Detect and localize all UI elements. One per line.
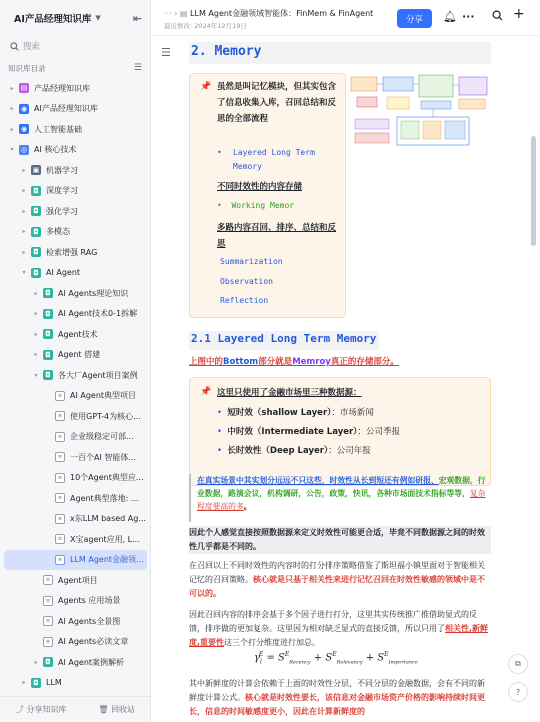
sidebar-item[interactable] [0,488,151,509]
copy-icon[interactable]: ⧉ [508,654,528,674]
list-menu-icon[interactable]: ☰ [133,63,142,73]
chevron-right-icon[interactable]: ▸ [34,330,38,338]
blue-folder-icon: ◉ [20,104,28,113]
quote-green: 宏观数据，行业数据，路演会议，机构调研，公告，政策，快讯，各种 [197,476,486,498]
sidebar-item-label: AI 核心技术 [34,145,77,155]
globe-folder-icon: ◎ [20,145,28,154]
top-bar [152,0,540,36]
sidebar-item-label: 企业级稳定可部... [70,432,134,442]
sidebar-item-label: Agent 搭建 [58,350,101,360]
quote-green-2: 市场面技术指标等等， [391,489,470,498]
sidebar-item-label: LLM [46,678,62,688]
sidebar-item[interactable] [0,78,151,99]
green-folder-icon: ◘ [43,309,53,319]
p3-red: 相关性,新鲜度,重要性 [189,624,489,647]
sidebar-item[interactable] [0,570,151,591]
p4-red: 核心就是时效性要长，该信息对金融市场资产价格的影响持续时间更长，信息的时间敏感度更小，因此在计算新鲜度的 [189,693,485,716]
more-icon[interactable]: ··· › [164,9,180,18]
scrollbar[interactable] [531,136,536,246]
add-icon[interactable]: + [513,6,525,22]
sidebar-item[interactable] [0,222,151,243]
document-icon: ≡ [55,411,65,421]
p3-b: 这三个打分维度进行加总。 [224,638,321,647]
green-folder-icon: ◘ [43,370,53,380]
chevron-right-icon[interactable]: ▸ [10,105,14,113]
green-folder-icon: ◘ [31,678,41,688]
sidebar-item-label: AI Agent案例解析 [58,657,125,667]
sidebar-item-label: AI Agents全景图 [58,616,121,626]
sub-bottom: Bottom [223,357,259,367]
knowledge-tree [0,78,151,693]
sub-mid: 部分就是 [258,357,293,367]
quote-block [189,474,491,522]
share-knowledge-base-button[interactable]: ⤴ 分享知识库 [15,705,67,714]
sidebar-item-label: AI Agent [46,268,81,278]
chevron-right-icon[interactable]: ▸ [22,679,26,687]
sidebar-item-label: AI Agent技术0-1拆解 [58,309,138,319]
sidebar-item[interactable] [0,201,151,222]
sub-memroy: Memroy [292,357,331,367]
green-folder-icon: ◘ [43,288,53,298]
document-icon: ≡ [43,575,53,585]
sidebar-item[interactable] [0,406,151,427]
b2-bold: 中时效（Intermediate Layer） [227,427,358,437]
chevron-down-icon[interactable]: ▾ [22,269,26,277]
bullet-layered: • Layered Long Term Memory [217,146,341,174]
sidebar-item[interactable] [0,427,151,448]
sidebar-item[interactable] [0,365,151,386]
sidebar-item-label: Agent技术 [58,329,98,339]
mono-reflection: Reflection [220,296,269,305]
sidebar-item[interactable] [0,673,151,694]
bullet-layered-text: Layered Long Term Memory [233,148,315,171]
more-options-icon[interactable]: ··· [462,10,475,23]
share-knowledge-base-label: 分享知识库 [26,705,67,714]
mono-summarization: Summarization [220,257,283,266]
green-folder-icon: ◘ [31,268,41,278]
document-icon: ≡ [55,432,65,442]
document-icon: ≡ [55,555,65,565]
callout-text-3: 多路内容召回、排序、总结和反思 [217,223,337,249]
green-folder-icon: ◘ [31,186,41,196]
green-folder-icon: ◘ [31,227,41,237]
sidebar-item-label: 一百个AI 智能体... [70,452,137,462]
paragraph-2 [189,559,491,601]
sidebar-item-label: 强化学习 [46,206,78,216]
chevron-right-icon[interactable]: ▸ [34,310,38,318]
search-icon [10,42,19,51]
paragraph-3 [189,608,491,650]
sidebar [0,0,151,722]
sidebar-item[interactable] [0,468,151,489]
document-icon: ≡ [55,493,65,503]
mono-observation: Observation [220,277,273,286]
sidebar-item[interactable] [0,324,151,345]
chevron-down-icon[interactable]: ▼ [95,14,101,22]
architecture-diagram-image[interactable] [347,73,491,151]
sidebar-item[interactable] [0,652,151,673]
green-folder-icon: ◘ [31,247,41,257]
sidebar-item[interactable] [0,304,151,325]
sidebar-item-label: 深度学习 [46,186,78,196]
chevron-right-icon[interactable]: ▸ [22,228,26,236]
quote-red: 复杂程度要高的多 [197,489,486,511]
sidebar-item-label: 使用GPT-4为核心... [70,411,141,421]
search-placeholder: 搜索 [23,42,41,52]
sidebar-item-label: X宝agent应用, L... [70,534,140,544]
sidebar-item[interactable] [0,509,151,530]
subtitle-bottom [189,355,399,367]
sidebar-item[interactable] [0,447,151,468]
sidebar-item-label: 检索增强 RAG [46,247,98,257]
sidebar-item[interactable] [0,386,151,407]
sidebar-item[interactable] [0,632,151,653]
search-input[interactable] [8,36,142,56]
pin-icon: 📌 [200,82,212,92]
sidebar-item[interactable] [0,160,151,181]
chevron-right-icon[interactable]: ▸ [22,187,26,195]
sidebar-item[interactable] [0,591,151,612]
b1-bold: 短时效（shallow Layer） [227,408,332,418]
sidebar-item-label: x东LLM based Ag... [70,514,146,524]
tree-section-label: 知识库目录 [8,63,46,73]
heading-memory: 2. Memory [189,42,491,64]
purple-folder-icon: ▤ [20,84,28,93]
bullet-working: • Working Memor [217,201,295,210]
document-content [152,37,540,722]
document-icon: ≡ [55,473,65,483]
sidebar-item-label: LLM Agent金融领... [70,555,144,565]
quote-end: 。 [243,502,252,511]
list-item: • 长时效性（Deep Layer）：公司年报 [217,446,371,456]
sidebar-item-label: 多模态 [46,227,70,237]
sidebar-footer [0,696,151,722]
heading-layered-long-term-memory: 2.1 Layered Long Term Memory [189,331,379,350]
sidebar-item[interactable] [0,242,151,263]
paragraph-1: 因此个人感觉直接按照数据源来定义时效性可能更合适，毕竟不同数据源之间的时效性几乎都是不同的。 [189,526,491,554]
green-folder-icon: ◘ [43,350,53,360]
breadcrumb-title: LLM Agent金融领域智能体：FinMem & FinAgent [190,9,374,18]
sidebar-item[interactable] [0,119,151,140]
callout-memory [189,73,346,318]
green-folder-icon: ◘ [43,329,53,339]
chevron-right-icon[interactable]: ▸ [22,166,26,174]
sidebar-item-label: 各大厂Agent项目案例 [58,370,138,380]
green-folder-icon: ◘ [31,206,41,216]
sidebar-item[interactable] [0,611,151,632]
sidebar-item[interactable] [0,140,151,161]
sidebar-item-label: 机器学习 [46,165,78,175]
chevron-right-icon[interactable]: ▸ [34,351,38,359]
sidebar-item-label: Agent典型落地: ... [70,493,139,503]
document-icon: ≡ [55,391,65,401]
sidebar-item-label: AI Agent典型项目 [70,391,137,401]
chevron-down-icon[interactable]: ▾ [10,146,14,154]
document-icon: ≡ [55,534,65,544]
chevron-right-icon[interactable]: ▸ [34,658,38,666]
sidebar-item[interactable] [0,263,151,284]
sub-suffix: 真正的存储部分。 [330,357,399,367]
knowledge-base-title: AI产品经理知识库 [14,14,92,25]
sidebar-item[interactable] [0,345,151,366]
chevron-right-icon[interactable]: ▸ [10,125,14,133]
p4-a: 其中新鲜度的计算会依赖于上面的时效性分层，不同分层的金融数据，会有不同的新鲜度计算公式。 [189,679,485,702]
sidebar-item-label: Agent项目 [58,575,98,585]
b3-bold: 长时效性（Deep Layer） [227,446,329,456]
list-item: • 短时效（shallow Layer）：市场新闻 [217,408,374,418]
b1-rest: ：市场新闻 [331,408,374,418]
document-icon: ≡ [55,452,65,462]
blue-folder-icon: ◉ [20,125,28,134]
quote-blue: 在真实场景中其实划分远远不只这些，时效性从长到短还有例如研报、 [197,476,439,485]
chevron-right-icon[interactable]: ▸ [34,289,38,297]
tree-section-header [0,57,150,79]
help-icon[interactable]: ? [508,682,528,702]
share-button[interactable]: 分享 [397,9,432,28]
callout2-title: 这里只使用了金融市场里三种数据源： [217,388,362,398]
collapse-sidebar-icon[interactable]: ⇤ [132,11,142,25]
p2-a: 在召回以上不同时效性的内容时的打分排序策略借鉴了斯坦福小镇里面对于智能相关记忆的召回策略。 [189,561,485,584]
data-source-list [217,404,400,461]
sidebar-item[interactable] [0,283,151,304]
bell-icon[interactable]: 🔔︎ [443,10,457,23]
sidebar-item[interactable] [0,181,151,202]
chevron-right-icon[interactable]: ▸ [22,207,26,215]
sidebar-item-label: AI Agents必读文章 [58,637,129,647]
sidebar-item[interactable] [4,550,147,571]
document-icon: ≡ [55,514,65,524]
callout-text-1: 虽然是叫记忆模块，但其实包含了信息收集入库，召回总结和反思的全部流程 [217,82,337,124]
sub-prefix: 上图中的 [189,357,224,367]
paragraph-4 [189,677,491,719]
sidebar-item-label: 人工智能基础 [34,124,82,134]
search-icon[interactable] [492,10,503,24]
dark-folder-icon: ▣ [32,166,40,175]
sidebar-item-label: Agents 应用场景 [58,596,121,606]
document-icon: ≡ [43,596,53,606]
sidebar-item[interactable] [0,99,151,120]
bullet-working-text: Working Memor [231,201,295,210]
scoring-formula: $\gamma_l^E = S^E_{Recency} + S^E_{Relevancy} + S^E_{Importance}$ [254,651,418,666]
chevron-down-icon[interactable]: ▾ [34,371,38,379]
callout-data-sources [189,377,491,486]
trash-button[interactable]: 🗑 回收站 [98,705,136,714]
sidebar-item[interactable] [0,529,151,550]
knowledge-base-header[interactable] [0,0,150,36]
p2-b: 核心就是只基于相关性来进行记忆召回在时效性敏感的领域中是不可以的。 [189,575,485,598]
breadcrumb[interactable] [164,8,373,19]
sidebar-item-label: AI产品经理知识库 [34,104,98,114]
sidebar-item-label: 10个Agent典型应... [70,473,144,483]
callout-text-2: 不同时效性的内容存储 [217,182,303,192]
sidebar-item-label: AI Agents理论知识 [58,288,129,298]
green-folder-icon: ◘ [43,657,53,667]
last-modified: 最近修改: 2024年12月19日 [164,22,247,30]
doc-icon: ▤ [179,9,188,18]
document-icon: ≡ [43,616,53,626]
chevron-right-icon[interactable]: ▸ [10,84,14,92]
b2-rest: ：公司季报 [357,427,400,437]
p3-a: 因此召回内容的排序会基于多个因子进行打分，这里其实传统推广推借助显式的反馈，排序做的更加复杂。这里因为相对缺乏显式的直接反馈，所以只用了 [189,610,477,633]
outline-toggle-icon[interactable]: ☰ [161,46,171,59]
b3-rest: ：公司年报 [328,446,371,456]
trash-label: 回收站 [111,705,136,714]
list-item: • 中时效（Intermediate Layer）：公司季报 [217,427,400,437]
document-icon: ≡ [43,637,53,647]
chevron-right-icon[interactable]: ▸ [22,248,26,256]
pin-icon: 📌 [200,387,212,397]
sidebar-item-label: 产品经理知识库 [34,83,90,93]
